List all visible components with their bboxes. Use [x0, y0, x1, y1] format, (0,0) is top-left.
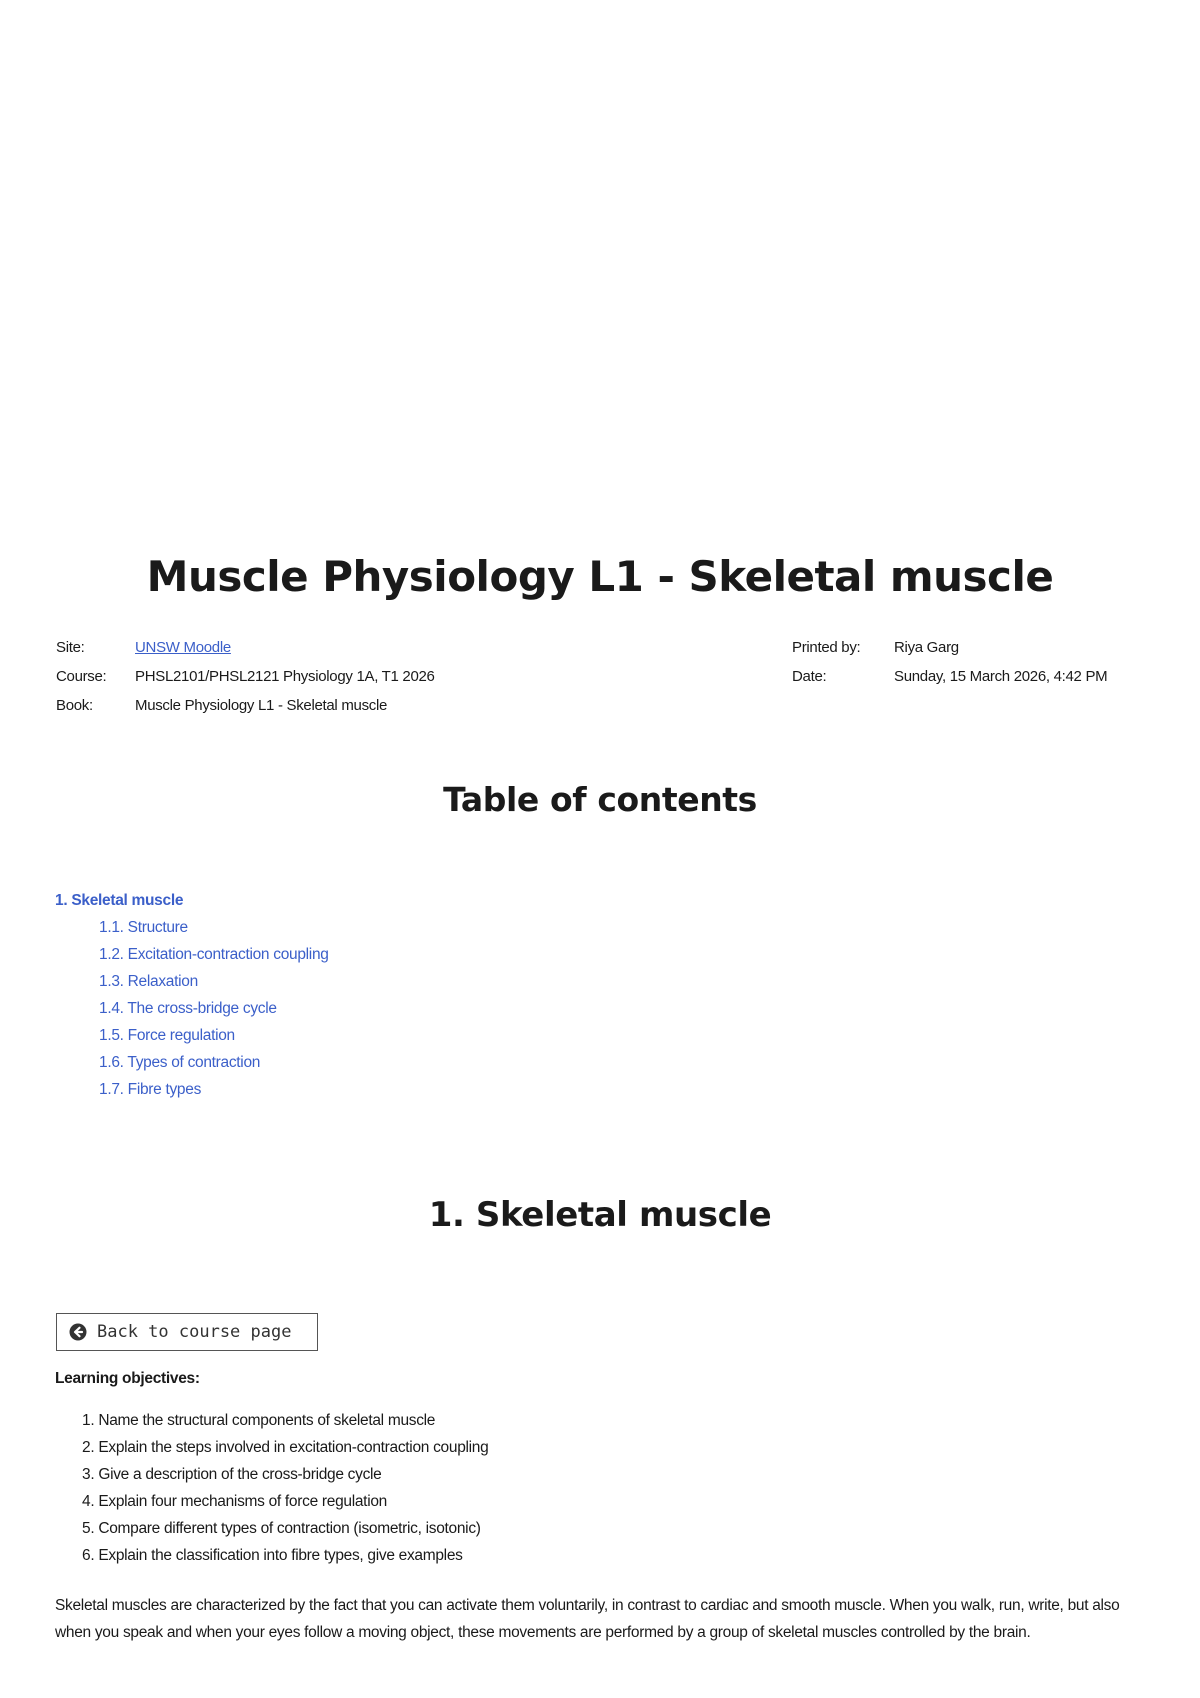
toc-chapter-link[interactable]: 1. Skeletal muscle — [55, 892, 184, 909]
toc-link-types-of-contraction[interactable]: 1.6. Types of contraction — [99, 1054, 261, 1071]
toc-heading: Table of contents — [443, 780, 757, 819]
toc-link-relaxation[interactable]: 1.3. Relaxation — [99, 973, 198, 990]
table-of-contents — [55, 890, 329, 1107]
meta-value: Riya Garg — [894, 639, 959, 656]
learning-objectives-list — [82, 1411, 488, 1573]
page-title: Muscle Physiology L1 - Skeletal muscle — [146, 552, 1054, 601]
list-item: 4. Explain four mechanisms of force regulation — [82, 1493, 387, 1510]
meta-value: Muscle Physiology L1 - Skeletal muscle — [135, 697, 388, 714]
print-meta-right — [792, 638, 1107, 696]
list-item: 5. Compare different types of contraction (isometric, isotonic) — [82, 1520, 481, 1537]
toc-link-excitation-contraction-coupling[interactable]: 1.2. Excitation-contraction coupling — [99, 946, 329, 963]
meta-value: PHSL2101/PHSL2121 Physiology 1A, T1 2026 — [135, 668, 435, 685]
back-to-course-button[interactable] — [56, 1313, 318, 1351]
chapter-heading: 1. Skeletal muscle — [428, 1195, 772, 1235]
meta-row-printed-by — [792, 638, 1107, 667]
arrow-left-circle-icon — [69, 1323, 87, 1341]
meta-label: Date: — [792, 668, 827, 685]
list-item: 2. Explain the steps involved in excitation-contraction coupling — [82, 1439, 489, 1456]
list-item: 3. Give a description of the cross-bridge cycle — [82, 1466, 382, 1483]
meta-value: Sunday, 15 March 2026, 4:42 PM — [894, 668, 1108, 685]
list-item: 6. Explain the classification into fibre types, give examples — [82, 1547, 463, 1564]
back-button-label: Back to course page — [97, 1322, 292, 1342]
intro-paragraph: Skeletal muscles are characterized by the fact that you can activate them voluntarily, in contrast to cardiac and smooth muscle. When you walk, run, write, but also when you speak and when your eyes follow a moving object, these movements are performed by a group of skeletal muscles controlled by the brain. — [55, 1597, 1120, 1641]
toc-link-cross-bridge-cycle[interactable]: 1.4. The cross-bridge cycle — [99, 1000, 277, 1017]
meta-label: Printed by: — [792, 639, 861, 656]
meta-row-course — [56, 667, 435, 696]
learning-objectives-label: Learning objectives: — [55, 1370, 200, 1387]
meta-row-site — [56, 638, 435, 667]
site-link[interactable]: UNSW Moodle — [135, 639, 231, 656]
toc-link-structure[interactable]: 1.1. Structure — [99, 919, 188, 936]
meta-row-book — [56, 696, 435, 725]
meta-label: Site: — [56, 639, 85, 656]
meta-label: Book: — [56, 697, 93, 714]
toc-link-force-regulation[interactable]: 1.5. Force regulation — [99, 1027, 235, 1044]
meta-row-date — [792, 667, 1107, 696]
toc-link-fibre-types[interactable]: 1.7. Fibre types — [99, 1081, 202, 1098]
meta-label: Course: — [56, 668, 107, 685]
print-meta-left — [56, 638, 435, 725]
list-item: 1. Name the structural components of skeletal muscle — [82, 1412, 436, 1429]
